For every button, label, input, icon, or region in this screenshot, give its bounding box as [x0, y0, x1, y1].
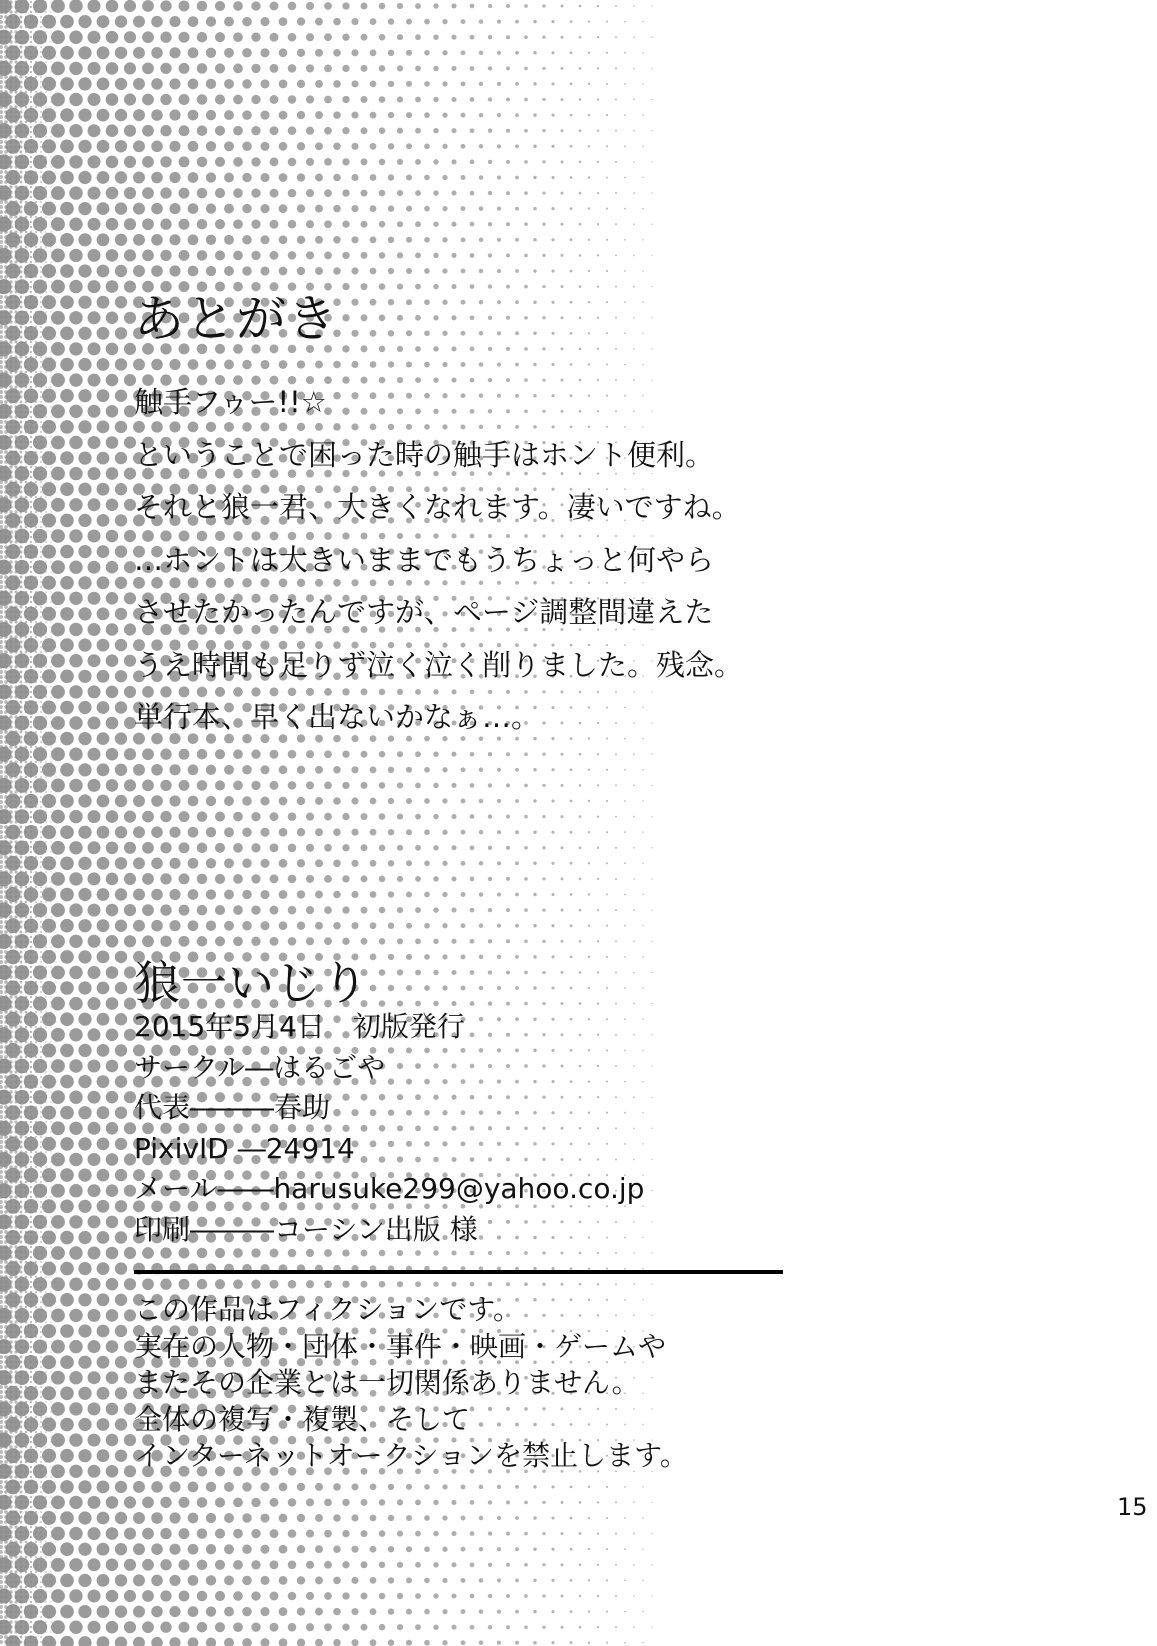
afterword-line: …ホントは大きいままでもうちょっと何やら [134, 542, 715, 577]
pixiv-id: PixivID ―24914 [134, 1131, 355, 1165]
colophon-details [134, 1007, 834, 1250]
publication-date: 2015年5月4日 初版発行 [134, 1010, 465, 1043]
printer: 印刷―――コーシン出版 様 [134, 1212, 478, 1246]
afterword-line: させたかったんですが、ページ調整間違えた [134, 595, 714, 629]
divider-rule [134, 1270, 783, 1274]
disclaimer [134, 1292, 834, 1475]
disclaimer-line: 全体の複写・複製、そして [134, 1402, 471, 1436]
disclaimer-line: またその企業とは一切関係ありません。 [134, 1366, 640, 1399]
colophon [134, 955, 834, 1250]
afterword-line: ということで困った時の触手はホント便利。 [134, 437, 715, 472]
afterword-line: うえ時間も足りず泣く泣く削りました。残念。 [134, 647, 744, 682]
book-title: 狼一いじり [134, 956, 369, 1010]
page-number: 15 [1117, 1493, 1148, 1521]
circle-name: サークル―はるごや [134, 1050, 386, 1084]
disclaimer-line: この作品はフィクションです。 [134, 1293, 521, 1326]
disclaimer-line: インターネットオークションを禁止します。 [134, 1439, 688, 1472]
afterword-body [134, 376, 834, 744]
email: メール――harusuke299@yahoo.co.jp [134, 1172, 645, 1205]
disclaimer-line: 実在の人物・団体・事件・映画・ゲームや [134, 1329, 667, 1363]
representative: 代表―――春助 [134, 1091, 331, 1124]
afterword-line: 触手フゥー!!☆ [134, 385, 327, 419]
afterword-heading: あとがき [134, 290, 338, 348]
afterword-line: 単行本、早く出ないかなぁ…。 [134, 700, 541, 734]
afterword-line: それと狼一君、大きくなれます。凄いですね。 [134, 490, 741, 524]
